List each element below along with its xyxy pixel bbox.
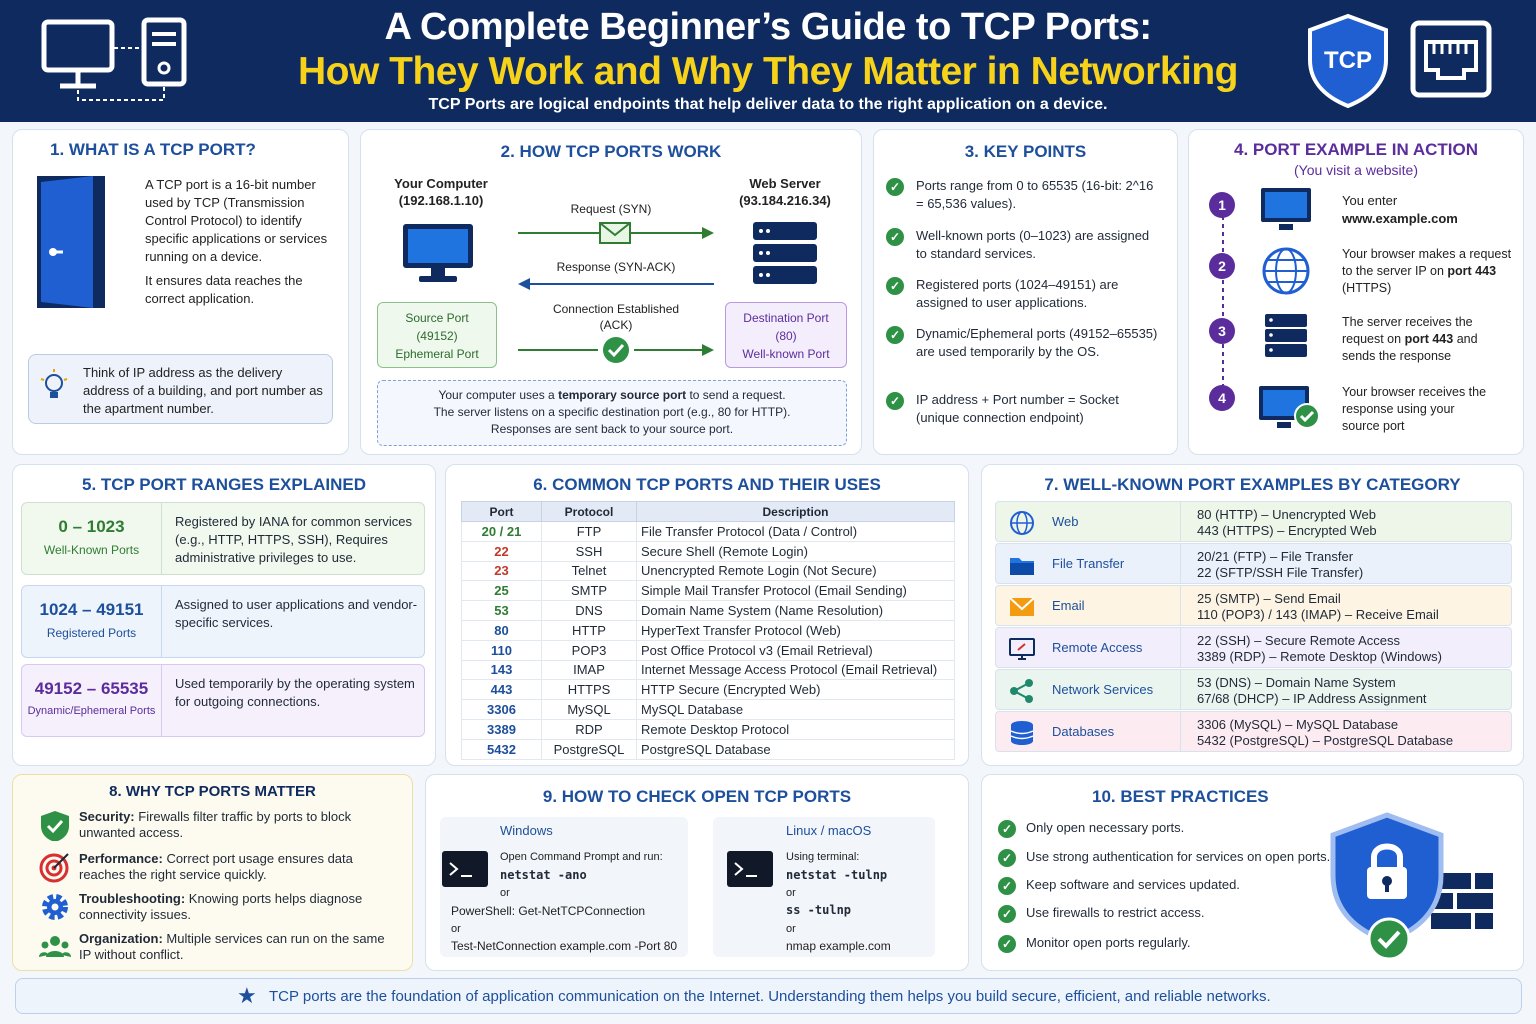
linux-cmd-netstat: netstat -tulnp (786, 868, 888, 882)
shield-check-icon (39, 809, 71, 841)
section-title: 1. WHAT IS A TCP PORT? (50, 140, 256, 159)
table-row (462, 719, 955, 739)
category-name: File Transfer (1052, 556, 1125, 571)
section-port-ranges (12, 464, 436, 766)
linux-macos-panel (713, 817, 935, 957)
windows-title: Windows (500, 823, 553, 838)
column-header: Description (637, 502, 955, 522)
category-name: Databases (1052, 724, 1115, 739)
section-title: 10. BEST PRACTICES (1092, 787, 1269, 806)
request-arrow (516, 220, 716, 252)
port-cell: 20 / 21 (462, 522, 542, 542)
description-cell: Remote Desktop Protocol (637, 719, 955, 739)
source-port-label: Source Port (405, 311, 469, 325)
response-arrow (516, 276, 716, 292)
table-row (462, 739, 955, 759)
protocol-cell: Telnet (542, 561, 637, 581)
table-row (462, 601, 955, 621)
column-header: Port (462, 502, 542, 522)
category-examples (1180, 712, 1512, 751)
protocol-cell: FTP (542, 522, 637, 542)
common-ports-table (461, 501, 955, 760)
page-title-highlight: How They Work and Why They Matter in Networking (297, 50, 1239, 93)
ack-arrow (516, 335, 716, 365)
step-number: 3 (1209, 318, 1235, 344)
lightbulb-icon (39, 369, 69, 405)
port-cell: 5432 (462, 739, 542, 759)
check-icon: ✓ (998, 820, 1016, 838)
response-label: Response (SYN-ACK) (556, 260, 676, 274)
description-cell: Domain Name System (Name Resolution) (637, 601, 955, 621)
check-icon: ✓ (998, 877, 1016, 895)
check-icon: ✓ (886, 392, 904, 410)
range-registered: 1024 – 49151 Registered Ports Assigned to user applications and vendor-specific services. (21, 585, 425, 658)
protocol-cell: PostgreSQL (542, 739, 637, 759)
protocol-cell: HTTPS (542, 680, 637, 700)
check-icon (603, 337, 629, 363)
description-cell: File Transfer Protocol (Data / Control) (637, 522, 955, 542)
best-practice-item: ✓ Use firewalls to restrict access. (998, 904, 1204, 923)
computer-icon (1259, 186, 1313, 234)
note-line1-bold: temporary source port (558, 388, 687, 402)
globe-icon (1008, 510, 1036, 536)
analogy-tip-box (28, 354, 333, 424)
check-icon: ✓ (998, 935, 1016, 953)
server-icon (751, 220, 819, 286)
star-icon: ★ (237, 983, 257, 1008)
destination-port-type: Well-known Port (742, 347, 830, 361)
check-icon: ✓ (998, 849, 1016, 867)
source-port-type: Ephemeral Port (395, 347, 479, 361)
category-name: Remote Access (1052, 640, 1143, 655)
header-banner (0, 0, 1536, 122)
request-label: Request (SYN) (570, 202, 652, 216)
section-title: 9. HOW TO CHECK OPEN TCP PORTS (542, 787, 852, 806)
description-cell: Internet Message Access Protocol (Email Retrieval) (637, 660, 955, 680)
ethernet-port-icon (1410, 20, 1494, 100)
step-1-text: You enter www.example.com (1342, 193, 1458, 226)
step-number: 2 (1209, 253, 1235, 279)
section-port-categories (981, 464, 1524, 766)
step-3-text: The server receives the request on port 443 and sends the response (1342, 315, 1478, 363)
category-row (995, 669, 1512, 710)
client-ip: (192.168.1.10) (398, 193, 484, 208)
server-name: Web Server (749, 176, 821, 191)
note-line1-c: to send a request. (689, 388, 786, 402)
table-row (462, 680, 955, 700)
protocol-cell: IMAP (542, 660, 637, 680)
example-line: 5432 (PostgreSQL) – PostgreSQL Database (1197, 733, 1454, 748)
section-title: 3. KEY POINTS (964, 142, 1087, 161)
users-icon (39, 931, 71, 963)
database-icon (1008, 720, 1036, 746)
protocol-cell: HTTP (542, 620, 637, 640)
or-label: or (500, 887, 510, 899)
windows-panel (440, 817, 688, 957)
check-icon: ✓ (886, 277, 904, 295)
note-line1-a: Your computer uses a (438, 388, 555, 402)
computer-icon (401, 222, 475, 284)
server-icon (1263, 312, 1309, 360)
or-label: or (786, 887, 796, 899)
section-title: 4. PORT EXAMPLE IN ACTION (1233, 140, 1478, 159)
terminal-icon (442, 851, 488, 887)
description-cell: HTTP Secure (Encrypted Web) (637, 680, 955, 700)
ack-label: (ACK) (599, 318, 633, 332)
step-2-text: Your browser makes a request to the server IP on port 443 (HTTPS) (1342, 247, 1512, 295)
section-common-ports (445, 464, 969, 766)
port-cell: 143 (462, 660, 542, 680)
example-line: 22 (SSH) – Secure Remote Access (1197, 633, 1401, 648)
example-line: 110 (POP3) / 143 (IMAP) – Receive Email (1197, 607, 1439, 622)
check-icon: ✓ (886, 228, 904, 246)
footer-text: TCP ports are the foundation of application communication on the Internet. Understanding them helps you build secure, efficient, and reliable networks. (269, 988, 1271, 1005)
client-name: Your Computer (394, 176, 488, 191)
envelope-icon (1008, 594, 1036, 620)
page-title: A Complete Beginner’s Guide to TCP Ports: (384, 6, 1152, 48)
best-practice-item: ✓ Keep software and services updated. (998, 876, 1240, 895)
best-practice-item: ✓ Use strong authentication for services on open ports. (998, 848, 1330, 867)
step-number: 1 (1209, 192, 1235, 218)
analogy-tip-text: Think of IP address as the delivery address of a building, and port number as the apartment number. (83, 365, 323, 416)
server-ip: (93.184.216.34) (739, 193, 831, 208)
destination-port-box (725, 302, 847, 368)
section-key-points: 3. KEY POINTS ✓ Ports range from 0 to 65535 (16-bit: 2^16 = 65,536 values). ✓ Well-known ports (0–1023) are assigned to standard services. ✓ Registered ports (1024–49151) are assigned to user applications. ✓ Dynamic/Ephemeral ports (49152–65535) are used temporarily by the OS. ✓ IP address + Port number = Socket (unique connection endpoint) (873, 129, 1178, 455)
example-line: 25 (SMTP) – Send Email (1197, 591, 1341, 606)
tcp-shield-icon (1306, 12, 1390, 108)
category-row (995, 585, 1512, 626)
range-dynamic: 49152 – 65535 Dynamic/Ephemeral Ports Used temporarily by the operating system for outgoing connections. (21, 664, 425, 737)
step-4-text: Your browser receives the response using your source port (1342, 385, 1487, 433)
port-cell: 23 (462, 561, 542, 581)
linux-intro: Using terminal: (786, 851, 860, 863)
network-share-icon (1008, 678, 1036, 704)
connection-established-label: Connection Established (552, 302, 680, 316)
gear-icon (39, 891, 71, 923)
section-why-ports-matter: 8. WHY TCP PORTS MATTER Security: Firewalls filter traffic by ports to block unwanted access. Performance: Correct port usage ensures data reaches the right service quickly. Troubleshooting: Knowing ports helps diagnose connectivity issues. Organization: Multiple services can run on the same IP without conflict. (12, 774, 413, 971)
source-port-box (377, 302, 497, 368)
protocol-cell: DNS (542, 601, 637, 621)
example-line: 22 (SFTP/SSH File Transfer) (1197, 565, 1364, 580)
shield-lock-firewall-icon (1327, 811, 1507, 965)
protocol-cell: RDP (542, 719, 637, 739)
example-line: 20/21 (FTP) – File Transfer (1197, 549, 1354, 564)
category-examples (1180, 670, 1512, 709)
monitor-icon (1008, 636, 1036, 662)
or-label: or (451, 923, 461, 935)
port-definition: A TCP port is a 16-bit number used by TCP (Transmission Control Protocol) to identify specific applications or services running on a device. (145, 177, 328, 264)
column-header: Protocol (542, 502, 637, 522)
table-row (462, 700, 955, 720)
linux-cmd-ss: ss -tulnp (786, 903, 852, 917)
description-cell: Simple Mail Transfer Protocol (Email Sending) (637, 581, 955, 601)
port-cell: 3389 (462, 719, 542, 739)
step-number: 4 (1209, 385, 1235, 411)
description-cell: Secure Shell (Remote Login) (637, 541, 955, 561)
example-line: 80 (HTTP) – Unencrypted Web (1197, 507, 1376, 522)
description-cell: Post Office Protocol v3 (Email Retrieval) (637, 640, 955, 660)
section-title: 7. WELL-KNOWN PORT EXAMPLES BY CATEGORY (1044, 475, 1461, 494)
tcp-badge-label: TCP (1324, 47, 1372, 74)
example-line: 53 (DNS) – Domain Name System (1197, 675, 1396, 690)
check-icon: ✓ (886, 326, 904, 344)
category-row (995, 711, 1512, 752)
computer-check-icon (1257, 384, 1321, 432)
category-row (995, 627, 1512, 668)
windows-cmd-netstat: netstat -ano (500, 868, 587, 882)
category-row (995, 501, 1512, 542)
best-practice-item: ✓ Monitor open ports regularly. (998, 934, 1191, 953)
example-line: 443 (HTTPS) – Encrypted Web (1197, 523, 1377, 538)
note-line2: The server listens on a specific destination port (e.g., 80 for HTTP). (433, 405, 791, 419)
check-icon: ✓ (998, 905, 1016, 923)
example-line: 3306 (MySQL) – MySQL Database (1197, 717, 1399, 732)
table-row (462, 541, 955, 561)
check-icon: ✓ (886, 178, 904, 196)
protocol-cell: SMTP (542, 581, 637, 601)
category-examples (1180, 586, 1512, 625)
description-cell: MySQL Database (637, 700, 955, 720)
ports-explanation-note (377, 380, 847, 446)
section-what-is-tcp-port (12, 129, 349, 455)
protocol-cell: POP3 (542, 640, 637, 660)
category-name: Web (1052, 514, 1079, 529)
folder-icon (1008, 552, 1036, 578)
description-cell: PostgreSQL Database (637, 739, 955, 759)
door-icon (33, 172, 113, 312)
table-row (462, 522, 955, 542)
table-header-row (462, 502, 955, 522)
destination-port-label: Destination Port (743, 311, 829, 325)
example-line: 67/68 (DHCP) – IP Address Assignment (1197, 691, 1427, 706)
section-how-tcp-ports-work (360, 129, 862, 455)
table-row (462, 660, 955, 680)
category-row (995, 543, 1512, 584)
table-row (462, 561, 955, 581)
footer-banner (15, 978, 1522, 1014)
globe-icon (1261, 246, 1311, 296)
port-cell: 80 (462, 620, 542, 640)
terminal-icon (727, 851, 773, 887)
description-cell: HyperText Transfer Protocol (Web) (637, 620, 955, 640)
port-cell: 3306 (462, 700, 542, 720)
category-name: Network Services (1052, 682, 1154, 697)
category-name: Email (1052, 598, 1085, 613)
table-row (462, 581, 955, 601)
section-title: 8. WHY TCP PORTS MATTER (109, 783, 316, 800)
section-best-practices (981, 774, 1524, 971)
or-label: or (786, 923, 796, 935)
table-body (462, 522, 955, 760)
section-title: 2. HOW TCP PORTS WORK (500, 142, 722, 161)
range-well-known: 0 – 1023 Well-Known Ports Registered by IANA for common services (e.g., HTTP, HTTPS, SSH), Requires administrative privileges to use. (21, 502, 425, 575)
windows-cmd-test-netconnection: Test-NetConnection example.com -Port 80 (451, 939, 678, 953)
port-cell: 25 (462, 581, 542, 601)
note-line3: Responses are sent back to your source port. (490, 422, 734, 436)
destination-port-number: (80) (775, 329, 797, 343)
table-row (462, 640, 955, 660)
source-port-number: (49152) (416, 329, 458, 343)
steps-connector (1221, 200, 1225, 410)
category-examples (1180, 544, 1512, 583)
port-cell: 443 (462, 680, 542, 700)
section-title: 6. COMMON TCP PORTS AND THEIR USES (533, 475, 881, 494)
section-subtitle: (You visit a website) (1294, 162, 1418, 178)
windows-cmd-powershell: PowerShell: Get-NetTCPConnection (451, 904, 646, 918)
example-line: 3389 (RDP) – Remote Desktop (Windows) (1197, 649, 1442, 664)
linux-title: Linux / macOS (786, 823, 872, 838)
windows-intro: Open Command Prompt and run: (500, 851, 663, 863)
section-check-open-ports (425, 774, 969, 971)
description-cell: Unencrypted Remote Login (Not Secure) (637, 561, 955, 581)
category-examples (1180, 502, 1512, 541)
protocol-cell: SSH (542, 541, 637, 561)
section-port-example (1188, 129, 1524, 455)
port-cell: 53 (462, 601, 542, 621)
port-purpose: It ensures data reaches the correct application. (145, 273, 303, 306)
category-examples (1180, 628, 1512, 667)
port-cell: 22 (462, 541, 542, 561)
page-subtitle: TCP Ports are logical endpoints that help deliver data to the right application on a device. (428, 96, 1108, 113)
table-row (462, 620, 955, 640)
protocol-cell: MySQL (542, 700, 637, 720)
linux-cmd-nmap: nmap example.com (786, 939, 891, 953)
port-cell: 110 (462, 640, 542, 660)
target-icon (39, 851, 71, 883)
section-title: 5. TCP PORT RANGES EXPLAINED (81, 475, 366, 494)
best-practice-item: ✓ Only open necessary ports. (998, 819, 1184, 838)
